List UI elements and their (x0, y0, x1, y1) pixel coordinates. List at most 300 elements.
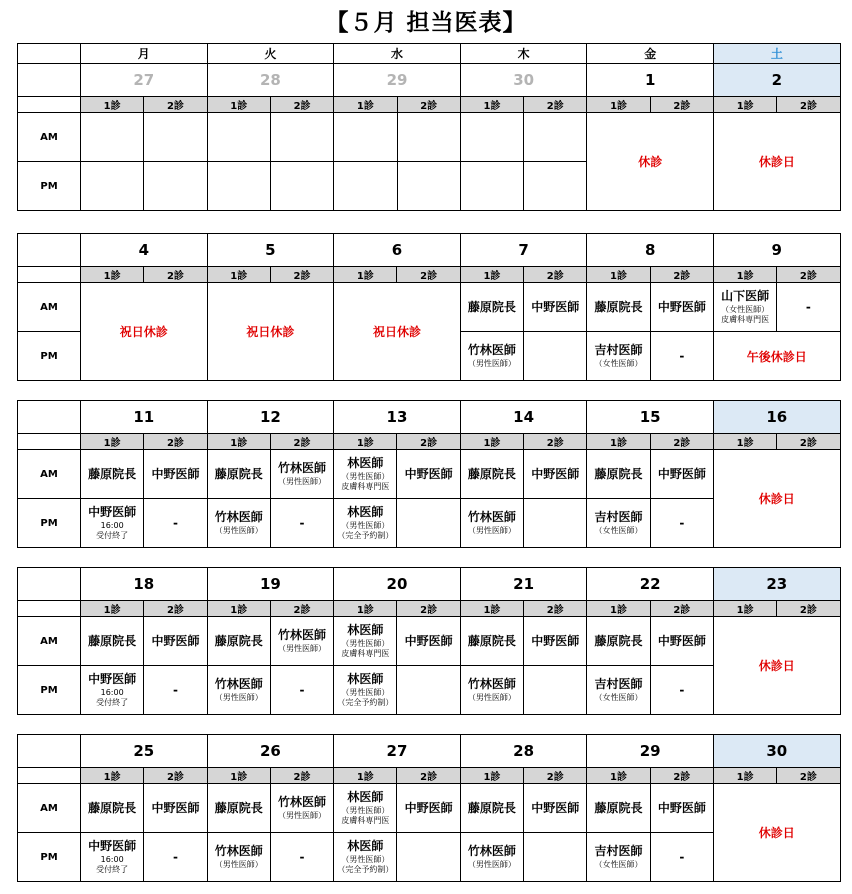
slot-2 (650, 784, 713, 833)
doctor-note: （男性医師） (467, 693, 516, 702)
corner-cell (18, 768, 81, 784)
slot-1 (207, 450, 270, 499)
date-cell: 20 (334, 568, 461, 601)
slot-1 (207, 113, 270, 162)
slot-2 (397, 784, 460, 833)
slot-1 (334, 666, 397, 715)
slot-1 (207, 499, 270, 548)
date-cell: 8 (587, 234, 714, 267)
week-table (17, 734, 841, 882)
closed-cell: 祝日休診 (207, 283, 334, 381)
doctor-name: 吉村医師 (594, 844, 643, 858)
doctor-note: （女性医師） (721, 305, 770, 314)
slot-2 (777, 283, 840, 332)
slot-1 (460, 833, 523, 882)
shin1-header: 1診 (334, 267, 397, 283)
slot-2 (524, 332, 587, 381)
doctor-note2: 受付終了 (96, 698, 129, 707)
slot-1 (460, 283, 523, 332)
shin2-header: 2診 (777, 267, 840, 283)
doctor-name: 山下医師 (721, 289, 770, 303)
doctor-name: 藤原院長 (594, 466, 643, 481)
date-cell: 18 (81, 568, 208, 601)
am-label: AM (18, 784, 81, 833)
am-label: AM (18, 617, 81, 666)
slot-1 (587, 617, 650, 666)
doctor-note: 16:00 (100, 855, 124, 864)
doctor-note: （男性医師） (467, 860, 516, 869)
doctor-name: 竹林医師 (467, 844, 516, 858)
doctor-note: （男性医師） (214, 693, 263, 702)
shin1-header: 1診 (714, 97, 777, 113)
shin2-header: 2診 (650, 768, 713, 784)
doctor-name: 中野医師 (657, 633, 706, 648)
shin1-header: 1診 (207, 434, 270, 450)
closed-cell: 午後休診日 (713, 332, 840, 381)
doctor-name: 中野医師 (531, 466, 580, 481)
slot-1 (334, 499, 397, 548)
shin2-header: 2診 (777, 97, 840, 113)
week-table (17, 567, 841, 715)
slot-1 (334, 833, 397, 882)
slot-1 (587, 833, 650, 882)
doctor-name: 林医師 (347, 839, 384, 853)
shin1-header: 1診 (334, 434, 397, 450)
date-cell: 2 (714, 64, 841, 97)
doctor-note: 16:00 (100, 688, 124, 697)
slot-2 (650, 833, 713, 882)
doctor-note2: 皮膚科専門医 (341, 816, 390, 825)
slot-1 (207, 666, 270, 715)
date-cell: 4 (81, 234, 208, 267)
dash-text: - (172, 850, 178, 864)
doctor-note: （男性医師） (278, 644, 327, 653)
doctor-name: 竹林医師 (467, 343, 516, 357)
dash-text: - (172, 516, 178, 530)
slot-1 (587, 499, 650, 548)
slot-2 (144, 499, 207, 548)
slot-2 (397, 162, 460, 211)
shin2-header: 2診 (144, 434, 207, 450)
slot-2 (270, 833, 333, 882)
doctor-name: 中野医師 (151, 800, 200, 815)
shin2-header: 2診 (397, 434, 460, 450)
doctor-note: （男性医師） (278, 477, 327, 486)
slot-1 (460, 450, 523, 499)
slot-1 (587, 784, 650, 833)
pm-label: PM (18, 499, 81, 548)
doctor-note: （男性医師） (341, 806, 390, 815)
doctor-name: 吉村医師 (594, 510, 643, 524)
slot-1 (207, 833, 270, 882)
shin2-header: 2診 (270, 267, 333, 283)
doctor-name: 藤原院長 (467, 800, 516, 815)
closed-cell: 休診日 (713, 784, 840, 882)
date-cell: 29 (587, 735, 714, 768)
doctor-name: 藤原院長 (467, 633, 516, 648)
shin1-header: 1診 (207, 267, 270, 283)
slot-2 (524, 283, 587, 332)
shin1-header: 1診 (713, 434, 776, 450)
slot-2 (524, 666, 587, 715)
slot-1 (334, 450, 397, 499)
closed-cell: 祝日休診 (334, 283, 461, 381)
slot-2 (650, 499, 713, 548)
week-table (17, 43, 841, 211)
doctor-name: 林医師 (347, 505, 384, 519)
shin1-header: 1診 (81, 601, 144, 617)
pm-label: PM (18, 666, 81, 715)
doctor-note2: （完全予約制） (337, 698, 394, 707)
doctor-name: 中野医師 (531, 800, 580, 815)
slot-2 (397, 499, 460, 548)
doctor-name: 藤原院長 (467, 466, 516, 481)
slot-1 (207, 162, 270, 211)
shin1-header: 1診 (713, 601, 776, 617)
shin2-header: 2診 (524, 601, 587, 617)
corner-cell (18, 44, 81, 64)
shin1-header: 1診 (460, 97, 523, 113)
doctor-name: 藤原院長 (88, 633, 137, 648)
doctor-note2: 皮膚科専門医 (721, 315, 770, 324)
slot-1 (334, 617, 397, 666)
doctor-note: （男性医師） (341, 688, 390, 697)
slot-1 (460, 113, 523, 162)
date-cell: 11 (81, 401, 208, 434)
shin2-header: 2診 (777, 601, 840, 617)
dash-text: - (172, 683, 178, 697)
slot-2 (524, 450, 587, 499)
doctor-name: 竹林医師 (214, 510, 263, 524)
shin2-header: 2診 (650, 601, 713, 617)
doctor-note: （女性医師） (594, 693, 643, 702)
shin2-header: 2診 (144, 97, 207, 113)
slot-2 (650, 666, 713, 715)
shin2-header: 2診 (397, 768, 460, 784)
doctor-name: 吉村医師 (594, 677, 643, 691)
closed-cell: 休診 (587, 113, 714, 211)
shin1-header: 1診 (334, 97, 397, 113)
slot-2 (397, 450, 460, 499)
closed-cell: 休診日 (713, 617, 840, 715)
doctor-note: （男性医師） (214, 860, 263, 869)
closed-cell: 休診日 (714, 113, 841, 211)
pm-label: PM (18, 833, 81, 882)
doctor-note2: 受付終了 (96, 531, 129, 540)
shin1-header: 1診 (81, 768, 144, 784)
doctor-note2: （完全予約制） (337, 531, 394, 540)
slot-2 (650, 283, 713, 332)
doctor-note: （男性医師） (214, 526, 263, 535)
shin2-header: 2診 (524, 434, 587, 450)
corner-cell (18, 735, 81, 768)
doctor-name: 林医師 (347, 672, 384, 686)
doctor-name: 竹林医師 (467, 677, 516, 691)
slot-1 (81, 666, 144, 715)
shin1-header: 1診 (587, 601, 650, 617)
slot-1 (81, 784, 144, 833)
date-cell: 25 (81, 735, 208, 768)
date-cell: 12 (207, 401, 334, 434)
dash-text: - (299, 683, 305, 697)
slot-2 (524, 784, 587, 833)
doctor-name: 藤原院長 (88, 466, 137, 481)
slot-2 (144, 450, 207, 499)
date-cell: 23 (713, 568, 840, 601)
doctor-name: 中野医師 (151, 633, 200, 648)
corner-cell (18, 568, 81, 601)
weekday-header: 月 (81, 44, 208, 64)
shin1-header: 1診 (334, 768, 397, 784)
doctor-note: （男性医師） (341, 521, 390, 530)
corner-cell (18, 267, 81, 283)
shin1-header: 1診 (587, 768, 650, 784)
doctor-note2: 受付終了 (96, 865, 129, 874)
slot-1 (81, 833, 144, 882)
doctor-note2: （完全予約制） (337, 865, 394, 874)
slot-2 (397, 617, 460, 666)
doctor-name: 中野医師 (151, 466, 200, 481)
slot-2 (397, 113, 460, 162)
dash-text: - (679, 349, 685, 363)
shin2-header: 2診 (777, 768, 840, 784)
shin1-header: 1診 (460, 434, 523, 450)
slot-2 (524, 162, 587, 211)
slot-2 (650, 450, 713, 499)
doctor-name: 竹林医師 (278, 795, 327, 809)
doctor-name: 竹林医師 (278, 461, 327, 475)
slot-1 (207, 617, 270, 666)
page-title: 【５月 担当医表】 (325, 10, 527, 36)
doctor-name: 中野医師 (88, 505, 137, 519)
slot-1 (587, 332, 650, 381)
slot-2 (270, 784, 333, 833)
slot-1 (460, 617, 523, 666)
date-cell: 28 (207, 64, 334, 97)
slot-1 (587, 283, 650, 332)
doctor-name: 竹林医師 (214, 677, 263, 691)
date-cell: 27 (81, 64, 208, 97)
shin1-header: 1診 (587, 434, 650, 450)
date-cell: 26 (207, 735, 334, 768)
corner-cell (18, 97, 81, 113)
slot-2 (144, 113, 207, 162)
pm-label: PM (18, 162, 81, 211)
shin1-header: 1診 (81, 434, 144, 450)
doctor-note: 16:00 (100, 521, 124, 530)
pm-label: PM (18, 332, 81, 381)
shin2-header: 2診 (650, 267, 713, 283)
shin2-header: 2診 (650, 97, 713, 113)
doctor-name: 藤原院長 (594, 299, 643, 314)
date-cell: 30 (713, 735, 840, 768)
shin1-header: 1診 (81, 267, 144, 283)
slot-2 (524, 499, 587, 548)
am-label: AM (18, 113, 81, 162)
dash-text: - (679, 516, 685, 530)
date-cell: 27 (334, 735, 461, 768)
slot-2 (650, 617, 713, 666)
doctor-name: 竹林医師 (278, 628, 327, 642)
weekday-header: 火 (207, 44, 334, 64)
shin1-header: 1診 (460, 768, 523, 784)
shin1-header: 1診 (334, 601, 397, 617)
slot-1 (334, 113, 397, 162)
date-cell: 21 (460, 568, 587, 601)
doctor-name: 藤原院長 (214, 466, 263, 481)
slot-1 (460, 499, 523, 548)
slot-1 (460, 666, 523, 715)
shin1-header: 1診 (460, 601, 523, 617)
shin1-header: 1診 (207, 768, 270, 784)
date-cell: 7 (460, 234, 587, 267)
corner-cell (18, 601, 81, 617)
slot-2 (144, 784, 207, 833)
slot-2 (524, 617, 587, 666)
slot-1 (460, 162, 523, 211)
doctor-note2: 皮膚科専門医 (341, 649, 390, 658)
slot-1 (334, 162, 397, 211)
shin2-header: 2診 (397, 601, 460, 617)
doctor-name: 中野医師 (657, 800, 706, 815)
doctor-note: （男性医師） (467, 526, 516, 535)
slot-1 (81, 499, 144, 548)
slot-2 (397, 833, 460, 882)
shin1-header: 1診 (713, 267, 776, 283)
shin1-header: 1診 (207, 601, 270, 617)
date-cell: 1 (587, 64, 714, 97)
doctor-name: 中野医師 (404, 633, 453, 648)
dash-text: - (299, 516, 305, 530)
doctor-name: 林医師 (347, 456, 384, 470)
shin2-header: 2診 (524, 97, 587, 113)
shin1-header: 1診 (713, 768, 776, 784)
shin2-header: 2診 (524, 768, 587, 784)
shin2-header: 2診 (397, 97, 460, 113)
shin2-header: 2診 (650, 434, 713, 450)
shin2-header: 2診 (270, 601, 333, 617)
week-table (17, 400, 841, 548)
shin1-header: 1診 (587, 267, 650, 283)
doctor-note: （女性医師） (594, 860, 643, 869)
shin1-header: 1診 (81, 97, 144, 113)
doctor-name: 藤原院長 (594, 633, 643, 648)
slot-1 (713, 283, 776, 332)
doctor-name: 中野医師 (657, 466, 706, 481)
doctor-note2: 皮膚科専門医 (341, 482, 390, 491)
slot-2 (144, 833, 207, 882)
am-label: AM (18, 283, 81, 332)
slot-2 (397, 666, 460, 715)
date-cell: 28 (460, 735, 587, 768)
date-cell: 9 (713, 234, 840, 267)
doctor-name: 中野医師 (404, 800, 453, 815)
slot-2 (270, 499, 333, 548)
doctor-name: 竹林医師 (467, 510, 516, 524)
doctor-name: 藤原院長 (88, 800, 137, 815)
shin2-header: 2診 (777, 434, 840, 450)
slot-1 (81, 113, 144, 162)
date-cell: 5 (207, 234, 334, 267)
slot-1 (81, 162, 144, 211)
doctor-note: （男性医師） (341, 639, 390, 648)
doctor-name: 中野医師 (88, 839, 137, 853)
doctor-note: （女性医師） (594, 359, 643, 368)
shin2-header: 2診 (144, 768, 207, 784)
corner-cell (18, 64, 81, 97)
shin2-header: 2診 (397, 267, 460, 283)
date-cell: 30 (460, 64, 587, 97)
slot-1 (460, 784, 523, 833)
date-cell: 14 (460, 401, 587, 434)
am-label: AM (18, 450, 81, 499)
doctor-name: 藤原院長 (214, 633, 263, 648)
slot-1 (587, 450, 650, 499)
closed-cell: 祝日休診 (81, 283, 208, 381)
doctor-name: 中野医師 (531, 633, 580, 648)
date-cell: 16 (713, 401, 840, 434)
doctor-name: 吉村医師 (594, 343, 643, 357)
date-cell: 19 (207, 568, 334, 601)
shin2-header: 2診 (270, 97, 333, 113)
doctor-name: 中野医師 (404, 466, 453, 481)
shin1-header: 1診 (460, 267, 523, 283)
corner-cell (18, 401, 81, 434)
doctor-name: 林医師 (347, 623, 384, 637)
weekday-header: 水 (334, 44, 461, 64)
date-cell: 13 (334, 401, 461, 434)
doctor-name: 中野医師 (531, 299, 580, 314)
doctor-note: （男性医師） (341, 855, 390, 864)
weekday-header: 土 (714, 44, 841, 64)
slot-2 (270, 617, 333, 666)
date-cell: 6 (334, 234, 461, 267)
doctor-name: 藤原院長 (214, 800, 263, 815)
shin1-header: 1診 (587, 97, 650, 113)
doctor-name: 藤原院長 (467, 299, 516, 314)
dash-text: - (299, 850, 305, 864)
doctor-note: （男性医師） (278, 811, 327, 820)
dash-text: - (679, 850, 685, 864)
doctor-note: （女性医師） (594, 526, 643, 535)
dash-text: - (805, 300, 811, 314)
corner-cell (18, 434, 81, 450)
doctor-name: 林医師 (347, 790, 384, 804)
doctor-name: 中野医師 (88, 672, 137, 686)
date-cell: 29 (334, 64, 461, 97)
doctor-note: （男性医師） (341, 472, 390, 481)
slot-1 (207, 784, 270, 833)
shin1-header: 1診 (207, 97, 270, 113)
date-cell: 15 (587, 401, 714, 434)
doctor-name: 藤原院長 (594, 800, 643, 815)
slot-2 (524, 113, 587, 162)
slot-1 (460, 332, 523, 381)
slot-1 (587, 666, 650, 715)
slot-1 (81, 617, 144, 666)
corner-cell (18, 234, 81, 267)
slot-2 (650, 332, 713, 381)
slot-2 (270, 162, 333, 211)
shin2-header: 2診 (524, 267, 587, 283)
doctor-note: （男性医師） (467, 359, 516, 368)
shin2-header: 2診 (270, 434, 333, 450)
slot-2 (144, 666, 207, 715)
closed-cell: 休診日 (713, 450, 840, 548)
shin2-header: 2診 (270, 768, 333, 784)
doctor-name: 中野医師 (657, 299, 706, 314)
slot-1 (81, 450, 144, 499)
